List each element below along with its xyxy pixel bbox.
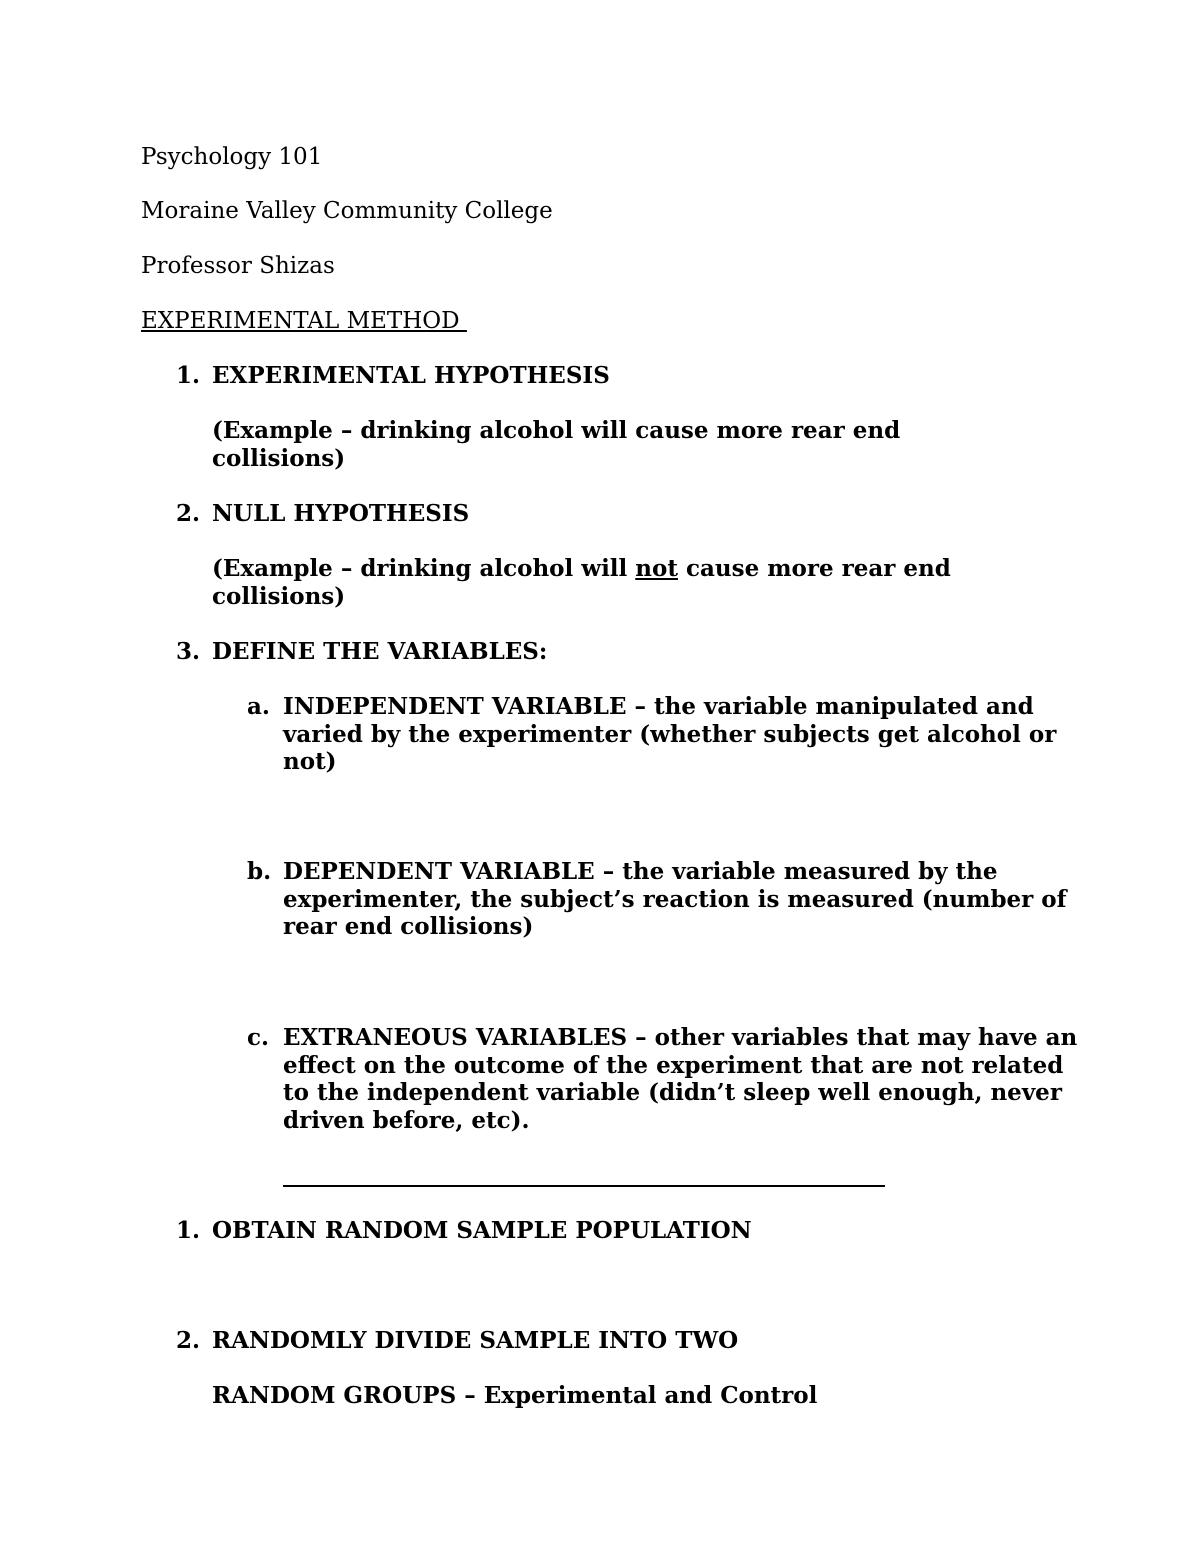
- list-number: 2.: [176, 500, 201, 527]
- professor-name: Professor Shizas: [141, 253, 335, 279]
- example-emphasis: not: [635, 555, 678, 582]
- list-number: 1.: [176, 1217, 201, 1244]
- list-number: 1.: [176, 362, 201, 389]
- variable-letter: c.: [247, 1024, 270, 1051]
- example-text-before: (Example – drinking alcohol will: [212, 555, 636, 582]
- variable-description: DEPENDENT VARIABLE – the variable measured by the experimenter, the subject’s reaction is measured (number of rear end collisions): [283, 858, 1067, 940]
- variable-letter: b.: [247, 858, 272, 885]
- example-text-after: cause more rear end collisions): [212, 555, 951, 610]
- list-item-title: EXPERIMENTAL HYPOTHESIS: [212, 362, 610, 389]
- hypothesis-example: (Example – drinking alcohol will cause more rear end collisions): [212, 417, 901, 472]
- list-item-subtitle: RANDOM GROUPS – Experimental and Control: [212, 1382, 818, 1409]
- list-number: 2.: [176, 1327, 201, 1354]
- variable-description: EXTRANEOUS VARIABLES – other variables that may have an effect on the outcome of the experiment that are not related to the independent variable (didn’t sleep well enough, never driven before, etc).: [283, 1024, 1078, 1134]
- variable-letter: a.: [247, 693, 270, 720]
- section-title: EXPERIMENTAL METHOD: [141, 308, 467, 334]
- course-title: Psychology 101: [141, 144, 323, 170]
- horizontal-divider: [283, 1185, 885, 1187]
- list-item-title: DEFINE THE VARIABLES:: [212, 638, 548, 665]
- list-item-title: OBTAIN RANDOM SAMPLE POPULATION: [212, 1217, 752, 1244]
- list-item-title: RANDOMLY DIVIDE SAMPLE INTO TWO: [212, 1327, 739, 1354]
- null-hypothesis-example: [212, 555, 1012, 610]
- variable-description: INDEPENDENT VARIABLE – the variable manipulated and varied by the experimenter (whether subjects get alcohol or not): [283, 693, 1057, 775]
- list-item-title: NULL HYPOTHESIS: [212, 500, 470, 527]
- list-number: 3.: [176, 638, 201, 665]
- college-name: Moraine Valley Community College: [141, 198, 553, 224]
